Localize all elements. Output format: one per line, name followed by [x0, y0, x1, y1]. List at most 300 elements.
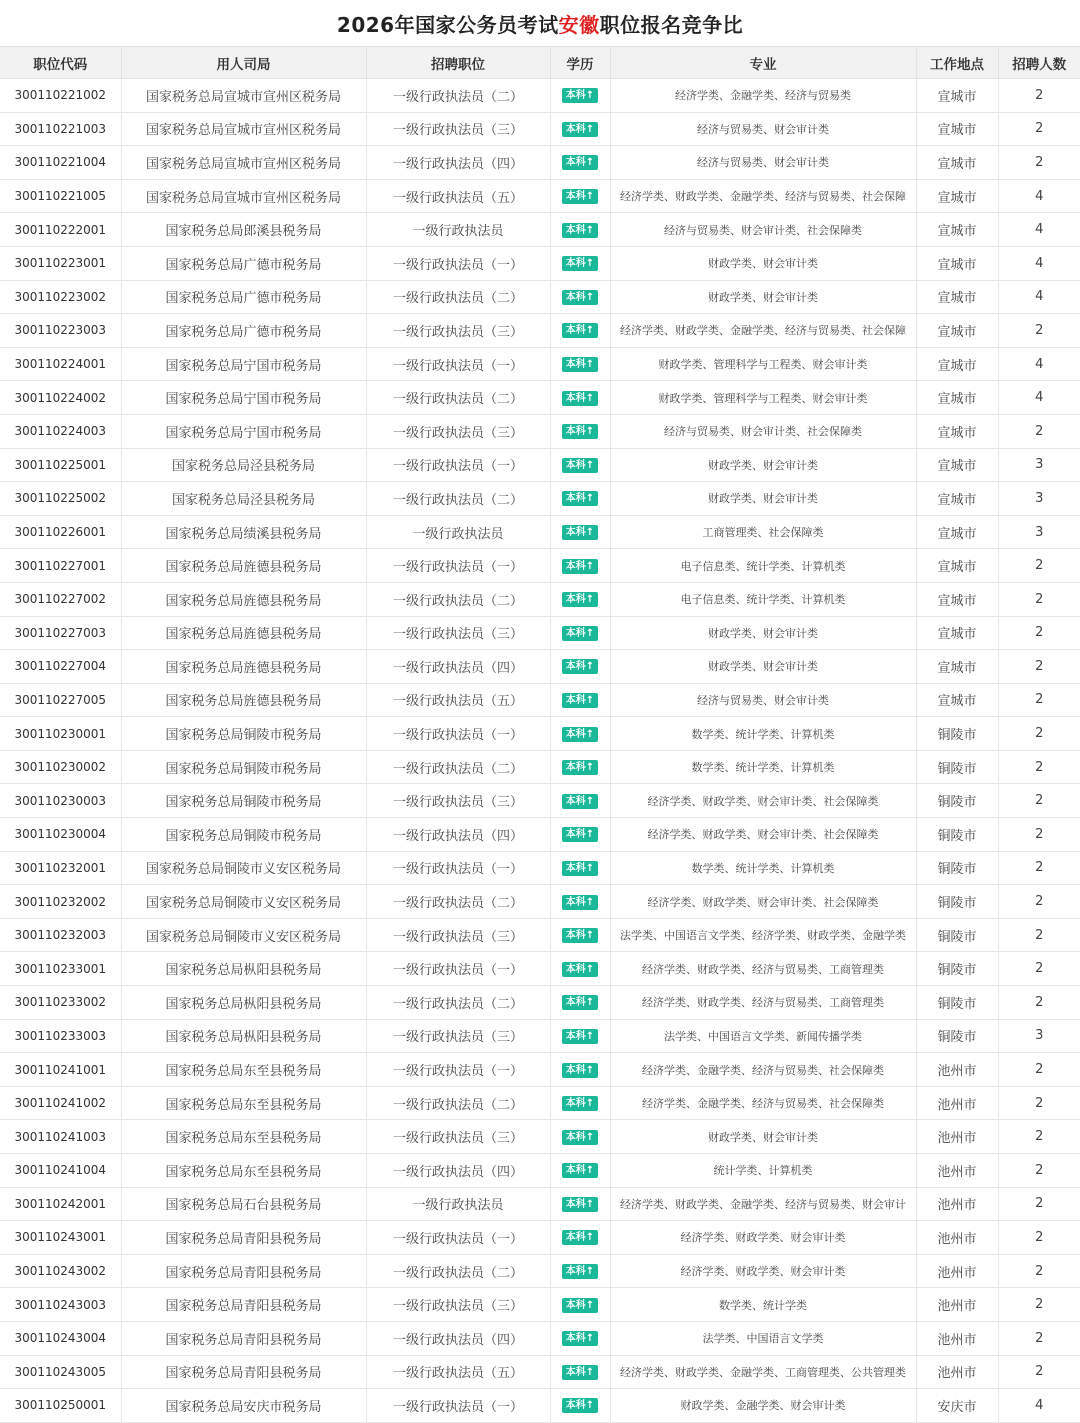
- position-code-cell: 300110227003: [0, 616, 121, 650]
- bureau-cell: 国家税务总局青阳县税务局: [121, 1321, 366, 1355]
- position-title-cell: 一级行政执法员: [366, 515, 550, 549]
- bureau-cell: 国家税务总局铜陵市税务局: [121, 717, 366, 751]
- education-badge: 本科↑: [562, 1365, 598, 1380]
- work-location-cell: 宣城市: [916, 549, 998, 583]
- headcount-cell: 2: [998, 918, 1080, 952]
- table-row: [0, 818, 1080, 852]
- major-cell: 经济与贸易类、财会审计类、社会保障类: [610, 414, 916, 448]
- headcount-cell: 2: [998, 112, 1080, 146]
- header-headcount: 招聘人数: [998, 47, 1080, 79]
- bureau-cell: 国家税务总局安庆市税务局: [121, 1389, 366, 1423]
- bureau-cell: 国家税务总局东至县税务局: [121, 1086, 366, 1120]
- position-code-cell: 300110224002: [0, 381, 121, 415]
- headcount-cell: 2: [998, 952, 1080, 986]
- position-title-cell: 一级行政执法员（二）: [366, 1254, 550, 1288]
- major-cell: 经济与贸易类、财会审计类: [610, 112, 916, 146]
- bureau-cell: 国家税务总局广德市税务局: [121, 314, 366, 348]
- work-location-cell: 铜陵市: [916, 986, 998, 1020]
- education-cell: [550, 515, 610, 549]
- work-location-cell: 池州市: [916, 1086, 998, 1120]
- headcount-cell: 2: [998, 1221, 1080, 1255]
- major-cell: 财政学类、管理科学与工程类、财会审计类: [610, 381, 916, 415]
- position-code-cell: 300110243004: [0, 1321, 121, 1355]
- bureau-cell: 国家税务总局旌德县税务局: [121, 683, 366, 717]
- headcount-cell: 3: [998, 482, 1080, 516]
- work-location-cell: 安庆市: [916, 1389, 998, 1423]
- education-cell: [550, 851, 610, 885]
- headcount-cell: 2: [998, 986, 1080, 1020]
- education-badge: 本科↑: [562, 189, 598, 204]
- education-badge: 本科↑: [562, 659, 598, 674]
- work-location-cell: 宣城市: [916, 381, 998, 415]
- headcount-cell: 2: [998, 1086, 1080, 1120]
- work-location-cell: 宣城市: [916, 280, 998, 314]
- bureau-cell: 国家税务总局宁国市税务局: [121, 414, 366, 448]
- education-cell: [550, 1221, 610, 1255]
- table-row: [0, 1221, 1080, 1255]
- education-badge: 本科↑: [562, 1163, 598, 1178]
- positions-table: [0, 47, 1080, 1423]
- header-location: 工作地点: [916, 47, 998, 79]
- major-cell: 经济学类、财政学类、财会审计类、社会保障类: [610, 818, 916, 852]
- table-row: [0, 1019, 1080, 1053]
- table-row: [0, 616, 1080, 650]
- header-position: 招聘职位: [366, 47, 550, 79]
- bureau-cell: 国家税务总局铜陵市义安区税务局: [121, 918, 366, 952]
- position-code-cell: 300110230003: [0, 784, 121, 818]
- position-title-cell: 一级行政执法员（二）: [366, 885, 550, 919]
- education-cell: [550, 616, 610, 650]
- headcount-cell: 4: [998, 347, 1080, 381]
- education-cell: [550, 1053, 610, 1087]
- table-row: [0, 549, 1080, 583]
- major-cell: 财政学类、金融学类、财会审计类: [610, 1389, 916, 1423]
- bureau-cell: 国家税务总局旌德县税务局: [121, 650, 366, 684]
- position-title-cell: 一级行政执法员（一）: [366, 1389, 550, 1423]
- header-code: 职位代码: [0, 47, 121, 79]
- major-cell: 经济学类、财政学类、财会审计类、社会保障类: [610, 885, 916, 919]
- position-code-cell: 300110225002: [0, 482, 121, 516]
- education-badge: 本科↑: [562, 122, 598, 137]
- education-badge: 本科↑: [562, 223, 598, 238]
- table-row: [0, 1053, 1080, 1087]
- position-title-cell: 一级行政执法员: [366, 213, 550, 247]
- position-title-cell: 一级行政执法员（二）: [366, 750, 550, 784]
- work-location-cell: 宣城市: [916, 79, 998, 113]
- position-code-cell: 300110230004: [0, 818, 121, 852]
- major-cell: 经济与贸易类、财会审计类、社会保障类: [610, 213, 916, 247]
- education-badge: 本科↑: [562, 525, 598, 540]
- education-cell: [550, 1187, 610, 1221]
- bureau-cell: 国家税务总局宁国市税务局: [121, 347, 366, 381]
- major-cell: 工商管理类、社会保障类: [610, 515, 916, 549]
- headcount-cell: 2: [998, 1288, 1080, 1322]
- work-location-cell: 宣城市: [916, 616, 998, 650]
- header-major: 专业: [610, 47, 916, 79]
- position-title-cell: 一级行政执法员（三）: [366, 414, 550, 448]
- major-cell: 数学类、统计学类: [610, 1288, 916, 1322]
- table-row: [0, 112, 1080, 146]
- position-code-cell: 300110233003: [0, 1019, 121, 1053]
- major-cell: 财政学类、财会审计类: [610, 280, 916, 314]
- work-location-cell: 池州市: [916, 1321, 998, 1355]
- education-cell: [550, 582, 610, 616]
- position-code-cell: 300110223003: [0, 314, 121, 348]
- table-row: [0, 1254, 1080, 1288]
- headcount-cell: 2: [998, 650, 1080, 684]
- position-code-cell: 300110227005: [0, 683, 121, 717]
- bureau-cell: 国家税务总局绩溪县税务局: [121, 515, 366, 549]
- education-cell: [550, 79, 610, 113]
- education-cell: [550, 885, 610, 919]
- major-cell: 财政学类、财会审计类: [610, 616, 916, 650]
- table-row: [0, 750, 1080, 784]
- education-cell: [550, 818, 610, 852]
- table-row: [0, 1355, 1080, 1389]
- headcount-cell: 2: [998, 414, 1080, 448]
- major-cell: 经济学类、财政学类、金融学类、经济与贸易类、财会审计: [610, 1187, 916, 1221]
- education-badge: 本科↑: [562, 559, 598, 574]
- position-title-cell: 一级行政执法员（四）: [366, 146, 550, 180]
- education-cell: [550, 717, 610, 751]
- work-location-cell: 池州市: [916, 1187, 998, 1221]
- education-cell: [550, 414, 610, 448]
- education-badge: 本科↑: [562, 1197, 598, 1212]
- headcount-cell: 2: [998, 818, 1080, 852]
- title-prefix: 2026年国家公务员考试: [336, 12, 559, 37]
- bureau-cell: 国家税务总局东至县税务局: [121, 1154, 366, 1188]
- education-badge: 本科↑: [562, 256, 598, 271]
- education-cell: [550, 1321, 610, 1355]
- education-cell: [550, 1355, 610, 1389]
- headcount-cell: 2: [998, 1355, 1080, 1389]
- position-title-cell: 一级行政执法员（三）: [366, 314, 550, 348]
- work-location-cell: 宣城市: [916, 582, 998, 616]
- position-title-cell: 一级行政执法员（五）: [366, 1355, 550, 1389]
- table-row: [0, 482, 1080, 516]
- major-cell: 财政学类、管理科学与工程类、财会审计类: [610, 347, 916, 381]
- headcount-cell: 2: [998, 549, 1080, 583]
- bureau-cell: 国家税务总局东至县税务局: [121, 1053, 366, 1087]
- education-cell: [550, 112, 610, 146]
- bureau-cell: 国家税务总局石台县税务局: [121, 1187, 366, 1221]
- position-title-cell: 一级行政执法员: [366, 1187, 550, 1221]
- work-location-cell: 宣城市: [916, 213, 998, 247]
- headcount-cell: 2: [998, 1053, 1080, 1087]
- major-cell: 财政学类、财会审计类: [610, 1120, 916, 1154]
- major-cell: 经济学类、财政学类、金融学类、工商管理类、公共管理类: [610, 1355, 916, 1389]
- work-location-cell: 铜陵市: [916, 918, 998, 952]
- headcount-cell: 2: [998, 784, 1080, 818]
- major-cell: 经济学类、财政学类、金融学类、经济与贸易类、社会保障: [610, 179, 916, 213]
- work-location-cell: 宣城市: [916, 482, 998, 516]
- work-location-cell: 宣城市: [916, 314, 998, 348]
- position-code-cell: 300110233001: [0, 952, 121, 986]
- position-code-cell: 300110227001: [0, 549, 121, 583]
- position-code-cell: 300110241001: [0, 1053, 121, 1087]
- position-title-cell: 一级行政执法员（二）: [366, 79, 550, 113]
- position-code-cell: 300110232002: [0, 885, 121, 919]
- headcount-cell: 3: [998, 515, 1080, 549]
- table-body: [0, 79, 1080, 1423]
- work-location-cell: 池州市: [916, 1355, 998, 1389]
- position-code-cell: 300110224001: [0, 347, 121, 381]
- bureau-cell: 国家税务总局泾县税务局: [121, 482, 366, 516]
- position-code-cell: 300110241003: [0, 1120, 121, 1154]
- education-badge: 本科↑: [562, 424, 598, 439]
- education-cell: [550, 986, 610, 1020]
- bureau-cell: 国家税务总局泾县税务局: [121, 448, 366, 482]
- bureau-cell: 国家税务总局铜陵市税务局: [121, 818, 366, 852]
- major-cell: 经济学类、金融学类、经济与贸易类、社会保障类: [610, 1053, 916, 1087]
- education-cell: [550, 280, 610, 314]
- table-row: [0, 448, 1080, 482]
- education-cell: [550, 1254, 610, 1288]
- table-row: [0, 280, 1080, 314]
- bureau-cell: 国家税务总局铜陵市义安区税务局: [121, 851, 366, 885]
- major-cell: 电子信息类、统计学类、计算机类: [610, 549, 916, 583]
- education-badge: 本科↑: [562, 1130, 598, 1145]
- headcount-cell: 2: [998, 79, 1080, 113]
- bureau-cell: 国家税务总局宣城市宣州区税务局: [121, 146, 366, 180]
- work-location-cell: 池州市: [916, 1254, 998, 1288]
- position-code-cell: 300110227002: [0, 582, 121, 616]
- position-title-cell: 一级行政执法员（三）: [366, 784, 550, 818]
- bureau-cell: 国家税务总局青阳县税务局: [121, 1221, 366, 1255]
- education-cell: [550, 347, 610, 381]
- headcount-cell: 3: [998, 448, 1080, 482]
- bureau-cell: 国家税务总局枞阳县税务局: [121, 1019, 366, 1053]
- headcount-cell: 4: [998, 280, 1080, 314]
- page-title: [0, 0, 1080, 47]
- position-code-cell: 300110232003: [0, 918, 121, 952]
- work-location-cell: 铜陵市: [916, 885, 998, 919]
- position-code-cell: 300110221003: [0, 112, 121, 146]
- education-badge: 本科↑: [562, 592, 598, 607]
- major-cell: 经济与贸易类、财会审计类: [610, 683, 916, 717]
- education-cell: [550, 750, 610, 784]
- position-title-cell: 一级行政执法员（一）: [366, 448, 550, 482]
- education-cell: [550, 918, 610, 952]
- bureau-cell: 国家税务总局青阳县税务局: [121, 1355, 366, 1389]
- major-cell: 经济学类、财政学类、经济与贸易类、工商管理类: [610, 952, 916, 986]
- header-bureau: 用人司局: [121, 47, 366, 79]
- work-location-cell: 池州市: [916, 1288, 998, 1322]
- major-cell: 经济学类、财政学类、财会审计类、社会保障类: [610, 784, 916, 818]
- position-title-cell: 一级行政执法员（一）: [366, 1221, 550, 1255]
- work-location-cell: 宣城市: [916, 414, 998, 448]
- position-title-cell: 一级行政执法员（二）: [366, 482, 550, 516]
- position-code-cell: 300110241002: [0, 1086, 121, 1120]
- position-code-cell: 300110242001: [0, 1187, 121, 1221]
- position-code-cell: 300110225001: [0, 448, 121, 482]
- major-cell: 法学类、中国语言文学类: [610, 1321, 916, 1355]
- position-code-cell: 300110243003: [0, 1288, 121, 1322]
- position-code-cell: 300110233002: [0, 986, 121, 1020]
- education-badge: 本科↑: [562, 491, 598, 506]
- education-badge: 本科↑: [562, 861, 598, 876]
- table-row: [0, 918, 1080, 952]
- position-title-cell: 一级行政执法员（五）: [366, 179, 550, 213]
- major-cell: 法学类、中国语言文学类、经济学类、财政学类、金融学类: [610, 918, 916, 952]
- position-title-cell: 一级行政执法员（一）: [366, 549, 550, 583]
- table-row: [0, 986, 1080, 1020]
- position-title-cell: 一级行政执法员（二）: [366, 582, 550, 616]
- education-cell: [550, 146, 610, 180]
- bureau-cell: 国家税务总局枞阳县税务局: [121, 952, 366, 986]
- bureau-cell: 国家税务总局广德市税务局: [121, 246, 366, 280]
- major-cell: 经济学类、财政学类、财会审计类: [610, 1254, 916, 1288]
- bureau-cell: 国家税务总局枞阳县税务局: [121, 986, 366, 1020]
- table-row: [0, 1187, 1080, 1221]
- bureau-cell: 国家税务总局东至县税务局: [121, 1120, 366, 1154]
- position-title-cell: 一级行政执法员（三）: [366, 112, 550, 146]
- work-location-cell: 宣城市: [916, 515, 998, 549]
- title-suffix: 职位报名竞争比: [599, 12, 744, 37]
- position-title-cell: 一级行政执法员（二）: [366, 280, 550, 314]
- headcount-cell: 4: [998, 179, 1080, 213]
- education-cell: [550, 246, 610, 280]
- education-badge: 本科↑: [562, 895, 598, 910]
- table-row: [0, 1389, 1080, 1423]
- major-cell: 统计学类、计算机类: [610, 1154, 916, 1188]
- education-cell: [550, 179, 610, 213]
- headcount-cell: 2: [998, 1254, 1080, 1288]
- table-row: [0, 1154, 1080, 1188]
- table-row: [0, 582, 1080, 616]
- education-cell: [550, 213, 610, 247]
- table-row: [0, 246, 1080, 280]
- headcount-cell: 2: [998, 683, 1080, 717]
- position-title-cell: 一级行政执法员（三）: [366, 1288, 550, 1322]
- headcount-cell: 2: [998, 582, 1080, 616]
- bureau-cell: 国家税务总局铜陵市税务局: [121, 784, 366, 818]
- bureau-cell: 国家税务总局青阳县税务局: [121, 1288, 366, 1322]
- education-cell: [550, 1389, 610, 1423]
- position-code-cell: 300110224003: [0, 414, 121, 448]
- bureau-cell: 国家税务总局郎溪县税务局: [121, 213, 366, 247]
- bureau-cell: 国家税务总局宣城市宣州区税务局: [121, 179, 366, 213]
- position-code-cell: 300110243005: [0, 1355, 121, 1389]
- position-title-cell: 一级行政执法员（三）: [366, 1120, 550, 1154]
- position-code-cell: 300110222001: [0, 213, 121, 247]
- position-code-cell: 300110250001: [0, 1389, 121, 1423]
- education-badge: 本科↑: [562, 458, 598, 473]
- education-badge: 本科↑: [562, 727, 598, 742]
- position-code-cell: 300110232001: [0, 851, 121, 885]
- major-cell: 经济学类、财政学类、金融学类、经济与贸易类、社会保障: [610, 314, 916, 348]
- position-code-cell: 300110221004: [0, 146, 121, 180]
- major-cell: 财政学类、财会审计类: [610, 448, 916, 482]
- headcount-cell: 2: [998, 885, 1080, 919]
- education-cell: [550, 482, 610, 516]
- work-location-cell: 宣城市: [916, 683, 998, 717]
- bureau-cell: 国家税务总局旌德县税务局: [121, 549, 366, 583]
- table-row: [0, 314, 1080, 348]
- major-cell: 财政学类、财会审计类: [610, 246, 916, 280]
- headcount-cell: 2: [998, 616, 1080, 650]
- bureau-cell: 国家税务总局旌德县税务局: [121, 616, 366, 650]
- table-row: [0, 650, 1080, 684]
- education-cell: [550, 314, 610, 348]
- education-cell: [550, 650, 610, 684]
- work-location-cell: 铜陵市: [916, 851, 998, 885]
- education-cell: [550, 683, 610, 717]
- education-badge: 本科↑: [562, 391, 598, 406]
- position-title-cell: 一级行政执法员（一）: [366, 347, 550, 381]
- table-row: [0, 851, 1080, 885]
- education-badge: 本科↑: [562, 1096, 598, 1111]
- major-cell: 电子信息类、统计学类、计算机类: [610, 582, 916, 616]
- table-row: [0, 213, 1080, 247]
- education-badge: 本科↑: [562, 1331, 598, 1346]
- work-location-cell: 宣城市: [916, 448, 998, 482]
- major-cell: 数学类、统计学类、计算机类: [610, 851, 916, 885]
- table-row: [0, 1120, 1080, 1154]
- table-row: [0, 1321, 1080, 1355]
- education-badge: 本科↑: [562, 1298, 598, 1313]
- major-cell: 法学类、中国语言文学类、新闻传播学类: [610, 1019, 916, 1053]
- major-cell: 经济学类、金融学类、经济与贸易类: [610, 79, 916, 113]
- education-badge: 本科↑: [562, 1029, 598, 1044]
- work-location-cell: 铜陵市: [916, 818, 998, 852]
- education-badge: 本科↑: [562, 1063, 598, 1078]
- education-cell: [550, 1120, 610, 1154]
- bureau-cell: 国家税务总局广德市税务局: [121, 280, 366, 314]
- work-location-cell: 铜陵市: [916, 784, 998, 818]
- headcount-cell: 2: [998, 717, 1080, 751]
- work-location-cell: 铜陵市: [916, 1019, 998, 1053]
- education-badge: 本科↑: [562, 995, 598, 1010]
- major-cell: 数学类、统计学类、计算机类: [610, 717, 916, 751]
- major-cell: 数学类、统计学类、计算机类: [610, 750, 916, 784]
- bureau-cell: 国家税务总局宣城市宣州区税务局: [121, 79, 366, 113]
- position-code-cell: 300110223001: [0, 246, 121, 280]
- education-cell: [550, 1154, 610, 1188]
- position-title-cell: 一级行政执法员（一）: [366, 851, 550, 885]
- work-location-cell: 池州市: [916, 1053, 998, 1087]
- education-cell: [550, 549, 610, 583]
- table-row: [0, 1288, 1080, 1322]
- education-cell: [550, 1288, 610, 1322]
- header-education: 学历: [550, 47, 610, 79]
- education-badge: 本科↑: [562, 1230, 598, 1245]
- table-row: [0, 1086, 1080, 1120]
- headcount-cell: 4: [998, 213, 1080, 247]
- table-row: [0, 784, 1080, 818]
- education-badge: 本科↑: [562, 323, 598, 338]
- education-badge: 本科↑: [562, 626, 598, 641]
- headcount-cell: 2: [998, 146, 1080, 180]
- major-cell: 经济学类、金融学类、经济与贸易类、社会保障类: [610, 1086, 916, 1120]
- headcount-cell: 4: [998, 1389, 1080, 1423]
- bureau-cell: 国家税务总局宣城市宣州区税务局: [121, 112, 366, 146]
- position-title-cell: 一级行政执法员（三）: [366, 616, 550, 650]
- position-title-cell: 一级行政执法员（二）: [366, 986, 550, 1020]
- education-badge: 本科↑: [562, 794, 598, 809]
- education-badge: 本科↑: [562, 155, 598, 170]
- work-location-cell: 池州市: [916, 1120, 998, 1154]
- education-badge: 本科↑: [562, 928, 598, 943]
- position-title-cell: 一级行政执法员（四）: [366, 818, 550, 852]
- bureau-cell: 国家税务总局旌德县税务局: [121, 582, 366, 616]
- major-cell: 经济与贸易类、财会审计类: [610, 146, 916, 180]
- position-title-cell: 一级行政执法员（一）: [366, 717, 550, 751]
- position-code-cell: 300110223002: [0, 280, 121, 314]
- position-code-cell: 300110230001: [0, 717, 121, 751]
- bureau-cell: 国家税务总局宁国市税务局: [121, 381, 366, 415]
- headcount-cell: 2: [998, 1321, 1080, 1355]
